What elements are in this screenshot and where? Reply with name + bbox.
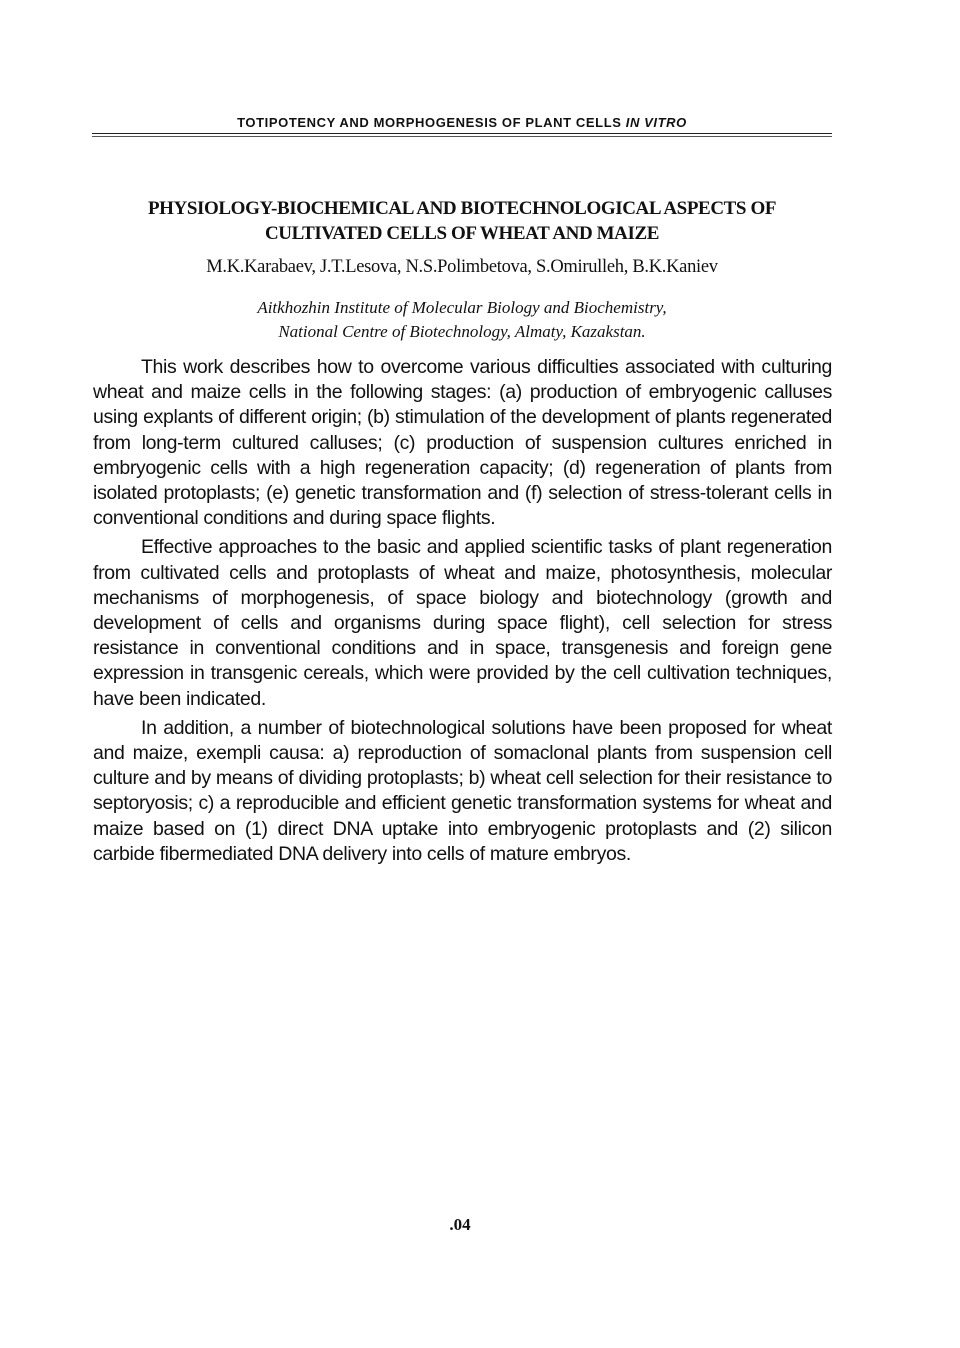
article-title-line1: PHYSIOLOGY-BIOCHEMICAL AND BIOTECHNOLOGICAL ASPECTS OF — [147, 198, 777, 219]
running-header-italic: IN VITRO — [625, 115, 687, 130]
affiliation-line1: Aitkhozhin Institute of Molecular Biology and Biochemistry, — [257, 298, 667, 317]
affiliation — [92, 296, 832, 344]
article-title — [92, 196, 832, 246]
paragraph-3: In addition, a number of biotechnological solutions have been proposed for wheat and maize, exempli causa: a) reproduction of somaclonal plants from suspension cell culture and by means of dividing protoplasts; b) wheat cell selection for their resistance to septoryosis; c) a reproducible and efficient genetic transformation systems for wheat and maize based on (1) direct DNA uptake into embryogenic protoplasts and (2) silicon carbide fibermediated DNA delivery into cells of mature embryos. — [93, 716, 832, 865]
paragraph-2: Effective approaches to the basic and applied scientific tasks of plant regeneration from cultivated cells and protoplasts of wheat and maize, photosynthesis, molecular mechanisms of morphogenesis, of space biology and biotechnology (growth and development of cells and organisms during space flight), cell selection for stress resistance in conventional conditions and in space, transgenesis and foreign gene expression in transgenic cereals, which were provided by the cell cultivation techniques, have been indicated. — [93, 536, 832, 710]
header-rule-second — [92, 136, 832, 137]
running-header-main: TOTIPOTENCY AND MORPHOGENESIS OF PLANT CELLS — [237, 115, 622, 130]
article-title-line2: CULTIVATED CELLS OF WHEAT AND MAIZE — [264, 223, 660, 244]
affiliation-line2: National Centre of Biotechnology, Almaty, Kazakstan. — [278, 322, 646, 341]
page-number: .04 — [449, 1215, 471, 1234]
abstract-body — [93, 355, 832, 871]
running-header — [92, 115, 832, 130]
paragraph-1: This work describes how to overcome various difficulties associated with culturing wheat and maize cells in the following stages: (a) production of embryogenic calluses using explants of different origin; (b) stimulation of the development of plants regenerated from long-term cultured calluses; (c) production of suspension cultures enriched in embryogenic cells with a high regeneration capacity; (d) regeneration of plants from isolated protoplasts; (e) genetic transformation and (f) selection of stress-tolerant cells in conventional conditions and during space flights. — [93, 356, 832, 530]
header-rule — [92, 133, 832, 134]
authors: M.K.Karabaev, J.T.Lesova, N.S.Polimbetova, S.Omirulleh, B.K.Kaniev — [206, 257, 718, 277]
